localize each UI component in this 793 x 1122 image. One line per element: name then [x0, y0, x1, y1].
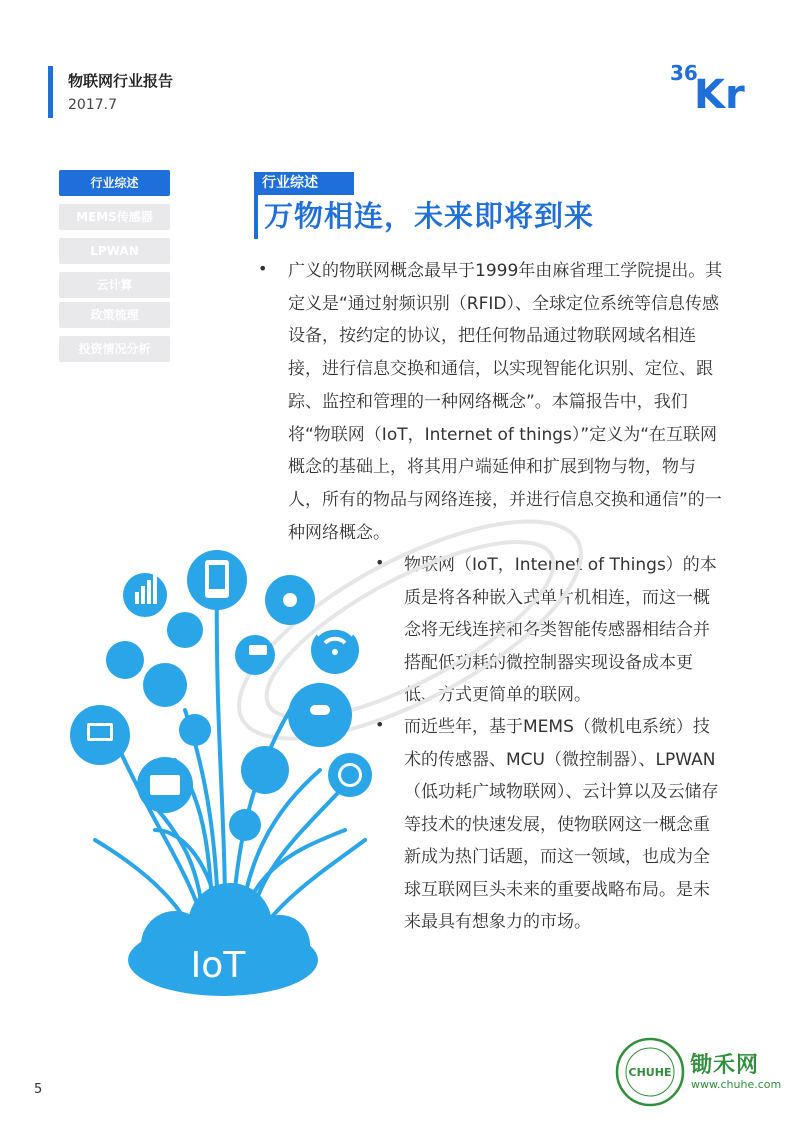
nav-item-mems-sensor[interactable]: MEMS传感器 [59, 204, 170, 230]
seal-text: CHUHE [628, 1066, 672, 1079]
svg-text:36: 36 [670, 61, 698, 85]
bullet-marker: • [258, 259, 268, 278]
iot-cloud-label: IoT [190, 945, 246, 986]
section-title: 万物相连，未来即将到来 [264, 199, 595, 233]
nav-item-lpwan[interactable]: LPWAN [59, 238, 170, 264]
page-number: 5 [34, 1082, 43, 1097]
paragraph-recent-development: 而近些年，基于MEMS（微机电系统）技术的传感器、MCU（微控制器）、LPWAN（低功耗广域物联网）、云计算以及云储存等技术的快速发展，使物联网这一概念重新成为热门话题，而这一领域，也成为全球互联网巨头未来的重要战略布局。是未来最具有想象力的市场。 [404, 717, 719, 932]
section-tag: 行业综述 [254, 172, 354, 195]
brand-name: 锄禾网 [690, 1053, 760, 1078]
chuhe-seal-logo [615, 1037, 685, 1107]
bullet-marker: • [375, 553, 385, 572]
header-accent-bar [48, 66, 53, 118]
paragraph-definition: 广义的物联网概念最早于1999年由麻省理工学院提出。其定义是“通过射频识别（RFID）、全球定位系统等信息传感设备，按约定的协议，把任何物品通过物联网域名相连接，进行信息交换和通信，以实现智能化识别、定位、跟踪、监控和管理的一种网络概念”。本篇报告中，我们将“物联网（IoT，Internet of things）”定义为“在互联网概念的基础上，将其用户端延伸和扩展到物与物，物与人，所有的物品与网络连接，并进行信息交换和通信”的一种网络概念。 [288, 261, 723, 543]
report-date: 2017.7 [68, 97, 117, 113]
section-nav [59, 170, 170, 370]
nav-item-cloud-computing[interactable]: 云计算 [59, 272, 170, 298]
brand-url[interactable]: www.chuhe.com [691, 1078, 782, 1091]
section-title-bar [254, 195, 258, 239]
nav-item-policy[interactable]: 政策梳理 [59, 302, 170, 328]
paragraph-essence: 物联网（IoT，Internet of Things）的本质是将各种嵌入式单片机相连，而这一概念将无线连接和各类智能传感器相结合并搭配低功耗的微控制器实现设备成本更低、方式更简单的联网。 [404, 555, 717, 705]
36kr-logo [668, 58, 752, 114]
iot-illustration [55, 540, 375, 1000]
report-title: 物联网行业报告 [68, 72, 174, 90]
svg-text:Kr: Kr [694, 72, 745, 114]
nav-item-industry-overview[interactable]: 行业综述 [59, 170, 170, 196]
bullet-marker: • [375, 715, 385, 734]
nav-item-investment[interactable]: 投资情况分析 [59, 336, 170, 362]
